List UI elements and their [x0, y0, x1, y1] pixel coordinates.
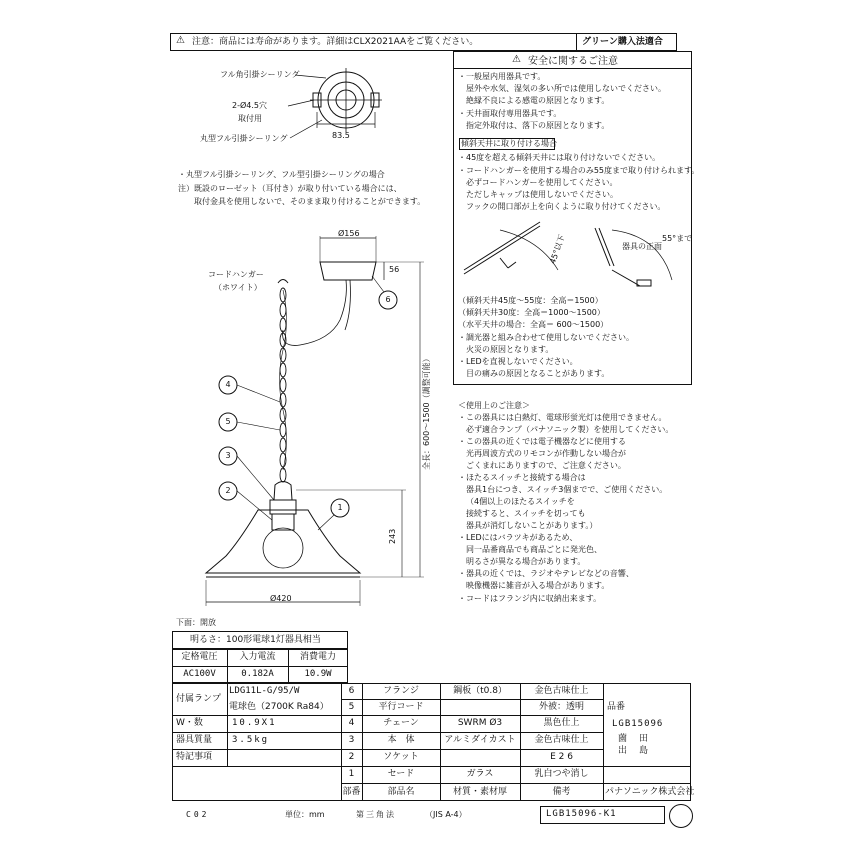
callout-5: 5 — [225, 417, 231, 426]
part-name: ソケット — [383, 752, 419, 762]
usage-line: 器具1台につき、スイッチ3個までで、ご使用ください。 — [466, 485, 668, 494]
part-no: 3 — [348, 735, 355, 745]
bottom-open-label: 下面：開放 — [176, 618, 216, 627]
label-round-ceiling: 丸型フル引掛シーリング — [200, 134, 288, 143]
part-finish: 乳白つや消し — [534, 769, 589, 779]
safety-line: 傾斜天井に取り付ける場合 — [461, 139, 557, 148]
col-line — [227, 683, 228, 766]
revision-circle — [669, 804, 693, 828]
usage-line: ・この器具の近くでは電子機器などに使用する — [458, 437, 626, 446]
usage-line: （4個以上のほたるスイッチを — [466, 497, 575, 506]
mount-note-1: ・丸型フル引掛シーリング、フル型引掛シーリングの場合 — [178, 170, 385, 179]
part-finish: 黒色仕上 — [543, 718, 580, 728]
slope-line: ・LEDを直視しないでください。 — [458, 357, 578, 366]
overall-length: 全長：600～1500（調整可能） — [422, 354, 431, 470]
part-finish: E 2 6 — [550, 752, 573, 762]
special-label: 特記事項 — [176, 752, 213, 762]
usage-line: 接続すると、スイッチを切っても — [466, 509, 586, 518]
callout-1: 1 — [337, 503, 343, 512]
footer-projection: 第三角法 — [356, 810, 396, 819]
safety-line: ・コードハンガーを使用する場合のみ55度まで取り付けられます。 — [458, 166, 700, 175]
warning-icon: ⚠ — [176, 35, 185, 46]
row-line — [603, 766, 691, 767]
slope-line: （水平天井の場合：全高＝ 600～1500） — [458, 320, 609, 329]
canopy-dia: Ø156 — [338, 229, 360, 238]
slope-line: ・調光器と組み合わせて使用しないでください。 — [458, 333, 634, 342]
usage-line: 器具が消灯しないことがあります。） — [466, 521, 598, 530]
footer-unit: 単位：mm — [285, 810, 325, 819]
safety-line: ・天井面取付専用器具です。 — [458, 109, 562, 118]
safety-title-line — [453, 68, 692, 69]
part-material: アルミダイカスト — [444, 735, 516, 745]
footer-standard: （JIS A-4） — [425, 810, 467, 819]
power: 10.9W — [304, 669, 332, 679]
usage-line: ・ほたるスイッチと接続する場合は — [458, 473, 586, 482]
caution-text: 注意：商品には寿命があります。詳細はCLX2021AAをご覧ください。 — [192, 37, 479, 47]
part-no: 2 — [348, 752, 355, 762]
usage-line: 光再周波方式のリモコンが作動しない場合が — [466, 449, 626, 458]
parts-header-name: 部品名 — [387, 787, 415, 797]
safety-line: ・一般屋内用器具です。 — [458, 72, 546, 81]
part-no: 5 — [348, 702, 355, 712]
safety-line: ただしキャップは使用しないでください。 — [466, 190, 618, 199]
safety-line: フックの開口部が上を向くように取り付けてください。 — [466, 202, 666, 211]
lamp-direction: 器具の正面 — [622, 242, 662, 251]
parts-header-no: 部番 — [342, 787, 361, 797]
slope-line: 火災の原因となります。 — [466, 345, 554, 354]
angle-45: 45°以下 — [548, 233, 567, 266]
shade-dia: Ø420 — [270, 594, 292, 603]
usage-line: 映像機器に雑音が入る場合があります。 — [466, 581, 610, 590]
hanger-label: コードハンガー — [208, 270, 264, 279]
current: 0.182A — [241, 669, 274, 679]
part-finish: 金色古味仕上 — [534, 686, 589, 696]
mass-value: 3.5kg — [232, 735, 270, 745]
safety-warning-icon: ⚠ — [512, 54, 521, 65]
h-voltage: 定格電圧 — [181, 652, 218, 662]
part-finish: 外被：透明 — [538, 702, 584, 712]
usage-line: ・器具の近くでは、ラジオやテレビなどの音響、 — [458, 569, 634, 578]
part-finish: 金色古味仕上 — [534, 735, 589, 745]
w-label: W・数 — [176, 718, 203, 728]
canopy-height: 56 — [389, 265, 400, 274]
part-name: 平行コード — [378, 702, 424, 712]
part-no: 6 — [348, 686, 355, 696]
parts-header-material: 材質・素材厚 — [452, 787, 507, 797]
part-no: 4 — [348, 718, 355, 728]
footer-code: C02 — [186, 810, 210, 819]
h-current: 入力電流 — [239, 652, 276, 662]
safety-line: 必ずコードハンガーを使用してください。 — [466, 178, 618, 187]
part-material: SWRM Ø3 — [457, 718, 503, 728]
dim-83-5: 83.5 — [332, 131, 350, 140]
w-value: 10.9X1 — [232, 718, 277, 728]
usage-line: ＜使用上のご注意＞ — [458, 401, 530, 410]
label-full-ceiling: フル角引掛シーリング — [220, 70, 300, 79]
part-no: 1 — [348, 769, 355, 779]
approver-2: 出島 — [618, 746, 661, 756]
brightness: 明るさ：100形電球1灯器具相当 — [190, 635, 321, 645]
usage-line: ・LEDにはバラツキがあるため、 — [458, 533, 578, 542]
safety-line: ・45度を超える傾斜天井には取り付けないでください。 — [458, 153, 661, 162]
slope-line: （傾斜天井45度～55度：全高＝1500） — [458, 296, 603, 305]
lamp-label: 付属ランプ — [176, 694, 222, 704]
mount-note-3: 取付金具を使用しないで、そのまま取り付けることができます。 — [194, 197, 426, 206]
lamp-model: LDG11L-G/95/W — [229, 686, 300, 696]
part-material: ガラス — [466, 769, 494, 779]
part-name: セード — [387, 769, 415, 779]
green-purchase-label: グリーン購入法適合 — [582, 37, 663, 47]
part-name: フランジ — [383, 686, 419, 696]
voltage: AC100V — [183, 669, 216, 679]
angle-55: 55°まで — [662, 234, 693, 243]
doc-number: LGB15096-K1 — [546, 809, 617, 819]
hinban-label: 品番 — [607, 702, 626, 712]
callout-6: 6 — [385, 295, 391, 304]
col-line — [603, 683, 604, 801]
safety-line: 絶縁不良による感電の原因となります。 — [466, 96, 610, 105]
part-name: チェーン — [383, 718, 419, 728]
safety-title: 安全に関するご注意 — [528, 56, 618, 67]
h-power: 消費電力 — [299, 652, 336, 662]
usage-line: 同一品番商品でも商品ごとに発光色、 — [466, 545, 602, 554]
usage-line: 明るさが異なる場合があります。 — [466, 557, 586, 566]
lamp-color: 電球色（2700K Ra84） — [229, 702, 329, 712]
callout-3: 3 — [225, 451, 231, 460]
approver-1: 薗田 — [618, 734, 661, 744]
dim-243: 243 — [388, 528, 397, 544]
mount-note-2: 注）既設のローゼット（耳付き）が取り付いている場合には、 — [178, 184, 402, 193]
part-material: 鋼板（t0.8） — [453, 686, 507, 696]
usage-line: ・この器具には白熱灯、電球形蛍光灯は使用できません。 — [458, 413, 667, 422]
slope-line: （傾斜天井30度：全高＝1000～1500） — [458, 308, 605, 317]
callout-4: 4 — [225, 380, 231, 389]
usage-line: ・コードはフランジ内に収納出来ます。 — [458, 594, 602, 603]
safety-line: 指定外取付は、落下の原因となります。 — [466, 121, 610, 130]
mass-label: 器具質量 — [176, 735, 213, 745]
parts-header-finish: 備考 — [552, 787, 571, 797]
part-name: 本 体 — [387, 735, 415, 745]
usage-line: 必ず適合ランプ（パナソニック製）を使用してください。 — [466, 425, 674, 434]
hanger-color: （ホワイト） — [214, 283, 262, 292]
usage-line: ごくまれにありますので、ご注意ください。 — [466, 461, 626, 470]
safety-line: 屋外や水気、湿気の多い所では使用しないでください。 — [466, 84, 666, 93]
company-name: パナソニック株式会社 — [605, 787, 695, 797]
label-mount: 取付用 — [238, 114, 262, 123]
callout-2: 2 — [225, 486, 231, 495]
hinban: LGB15096 — [612, 719, 664, 729]
slope-line: 目の痛みの原因となることがあります。 — [466, 369, 610, 378]
label-holes: 2-Ø4.5穴 — [232, 101, 267, 110]
